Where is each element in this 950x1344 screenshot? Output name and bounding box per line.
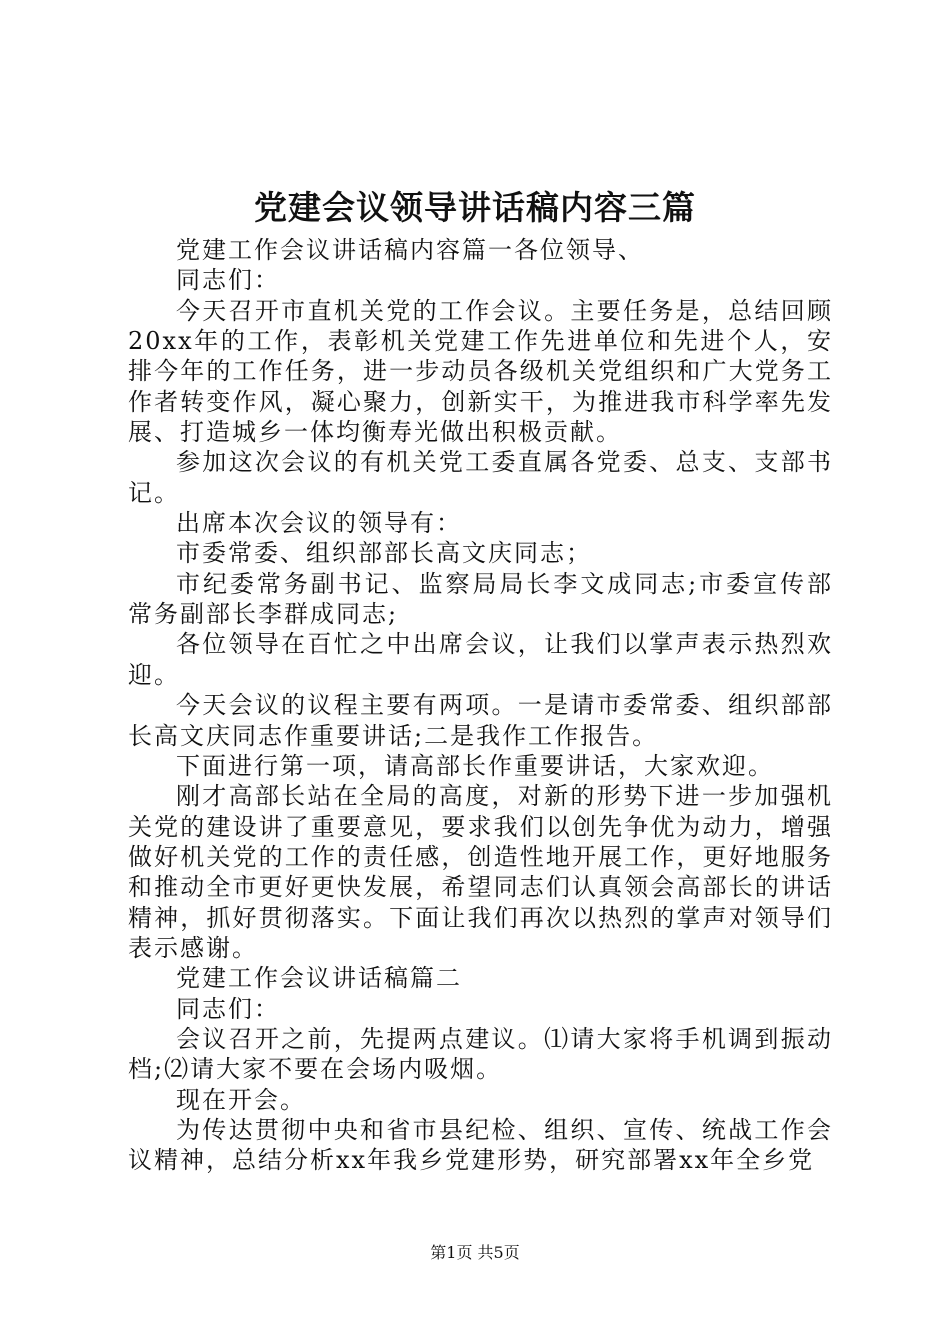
paragraph: 市纪委常务副书记、监察局局长李文成同志;市委宣传部常务副部长李群成同志; (128, 569, 833, 629)
paragraph: 会议召开之前，先提两点建议。⑴请大家将手机调到振动档;⑵请大家不要在会场内吸烟。 (128, 1024, 833, 1084)
paragraph: 市委常委、组织部部长高文庆同志； (176, 539, 592, 568)
page-number-footer: 第1页 共5页 (430, 1243, 520, 1262)
paragraph: 出席本次会议的领导有： (176, 509, 462, 538)
paragraph: 党建工作会议讲话稿内容篇一各位领导、 (176, 236, 644, 264)
paragraph: 下面进行第一项，请高部长作重要讲话，大家欢迎。 (176, 751, 774, 780)
paragraph: 现在开会。 (176, 1085, 306, 1114)
paragraph: 刚才高部长站在全局的高度，对新的形势下进一步加强机关党的建设讲了重要意见，要求我们以创先争优为动力，增强做好机关党的工作的责任感，创造性地开展工作，更好地服务和推动全市更好更快发展，希望同志们认真领会高部长的讲话精神，抓好贯彻落实。下面让我们再次以热烈的掌声对领导们表示感谢。 (128, 782, 833, 962)
section-heading: 党建工作会议讲话稿篇二 (176, 964, 462, 993)
document-body (128, 235, 833, 1176)
paragraph: 各位领导在百忙之中出席会议，让我们以掌声表示热烈欢迎。 (128, 630, 833, 689)
paragraph: 今天会议的议程主要有两项。一是请市委常委、组织部部长高文庆同志作重要讲话;二是我作工作报告。 (128, 691, 833, 750)
document-title: 党建会议领导讲话稿内容三篇 (254, 188, 696, 227)
paragraph: 参加这次会议的有机关党工委直属各党委、总支、支部书记。 (128, 448, 833, 507)
paragraph: 为传达贯彻中央和省市县纪检、组织、宣传、统战工作会议精神，总结分析xx年我乡党建形势，研究部署xx年全乡党 (128, 1115, 833, 1175)
paragraph: 同志们： (176, 266, 280, 295)
paragraph: 今天召开市直机关党的工作会议。主要任务是，总结回顾20xx年的工作，表彰机关党建工作先进单位和先进个人，安排今年的工作任务，进一步动员各级机关党组织和广大党务工作者转变作风，凝心聚力，创新实干，为推进我市科学率先发展、打造城乡一体均衡寿光做出积极贡献。 (128, 296, 833, 447)
paragraph: 同志们： (176, 994, 280, 1023)
